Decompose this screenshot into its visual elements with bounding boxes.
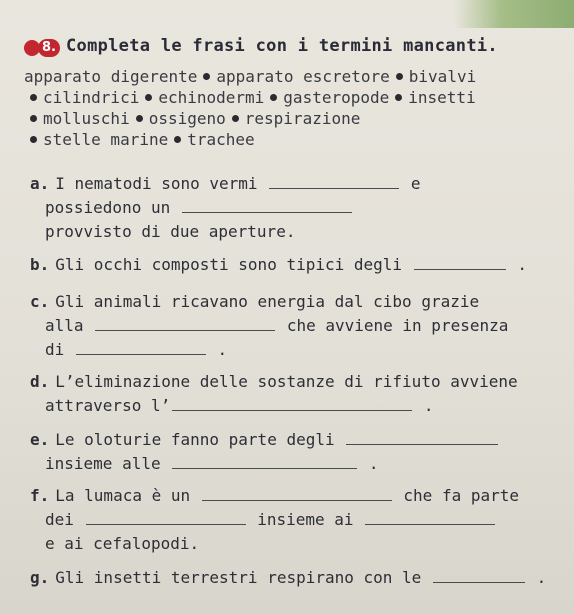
word-bank-row-3	[24, 108, 554, 129]
sentence-text: provvisto di due aperture.	[45, 222, 296, 241]
word-item: apparato digerente	[24, 67, 198, 86]
sentence-text: Gli animali ricavano energia dal cibo grazie	[55, 292, 480, 311]
bullet	[30, 94, 37, 101]
sentence-text: .	[517, 255, 527, 274]
sentence-g	[30, 566, 550, 590]
bullet	[232, 115, 239, 122]
word-item: echinodermi	[158, 88, 265, 107]
sentence-text: L’eliminazione delle sostanze di rifiuto avviene	[55, 372, 518, 391]
word-item: ossigeno	[148, 109, 226, 128]
bullet	[396, 73, 403, 80]
word-item: gasteropode	[283, 88, 390, 107]
sentence-b	[30, 253, 550, 277]
sentence-d	[30, 370, 550, 418]
sentence-text: Gli occhi composti sono tipici degli	[55, 255, 403, 274]
sentence-text: .	[368, 454, 379, 473]
word-bank-row-2	[24, 87, 554, 108]
word-item: apparato escretore	[216, 67, 390, 86]
sentence-letter: c.	[30, 292, 50, 311]
bullet	[30, 136, 37, 143]
answer-blank[interactable]	[182, 198, 352, 213]
sentence-text: I nematodi sono vermi	[55, 174, 258, 193]
answer-blank[interactable]	[269, 174, 399, 189]
answer-blank[interactable]	[76, 340, 206, 355]
sentence-text: Gli insetti terrestri respirano con le	[55, 568, 422, 587]
sentence-text: possiedono un	[45, 198, 171, 217]
word-bank-row-1	[24, 66, 554, 87]
exercise-title: Completa le frasi con i termini mancanti.	[66, 36, 498, 56]
word-item: molluschi	[43, 109, 130, 128]
bullet	[30, 115, 37, 122]
sentence-text: .	[217, 340, 228, 359]
sentence-text: .	[423, 396, 434, 415]
word-item: respirazione	[244, 109, 361, 128]
sentence-text: di	[45, 340, 65, 359]
sentence-a	[30, 172, 550, 244]
sentence-text: insieme alle	[45, 454, 161, 473]
bullet	[136, 115, 143, 122]
sentence-letter: g.	[30, 568, 50, 587]
sentence-text: alla	[45, 316, 84, 335]
sentence-text: e	[410, 174, 421, 193]
sentence-text: dei	[45, 510, 74, 529]
answer-blank[interactable]	[414, 255, 506, 270]
answer-blank[interactable]	[365, 510, 495, 525]
sentence-text: che fa parte	[403, 486, 519, 505]
sentence-text: La lumaca è un	[55, 486, 191, 505]
sentence-letter: e.	[30, 430, 50, 449]
bullet	[270, 94, 277, 101]
sentence-text: e ai cefalopodi.	[45, 534, 200, 553]
answer-blank[interactable]	[172, 454, 357, 469]
sentence-c	[30, 290, 550, 362]
bullet	[174, 136, 181, 143]
sentence-letter: f.	[30, 486, 50, 505]
answer-blank[interactable]	[86, 510, 246, 525]
answer-blank[interactable]	[202, 486, 392, 501]
answer-blank[interactable]	[433, 568, 525, 583]
sentence-text: .	[536, 568, 547, 587]
sentence-letter: b.	[30, 255, 50, 274]
word-item: cilindrici	[43, 88, 140, 107]
answer-blank[interactable]	[346, 430, 498, 445]
bullet	[395, 94, 402, 101]
bullet	[203, 73, 210, 80]
exercise-number-badge	[24, 38, 60, 60]
sentence-e	[30, 428, 550, 476]
bullet	[145, 94, 152, 101]
word-item: trachee	[187, 130, 255, 149]
sentence-text: attraverso l’	[45, 396, 171, 415]
sentence-f	[30, 484, 550, 556]
sentence-letter: a.	[30, 174, 50, 193]
page-corner-decoration	[454, 0, 574, 28]
sentence-text: insieme ai	[257, 510, 354, 529]
word-bank-row-4	[24, 129, 554, 150]
word-item: insetti	[408, 88, 476, 107]
word-bank	[24, 66, 554, 150]
sentence-text: che avviene in presenza	[286, 316, 509, 335]
sentence-letter: d.	[30, 372, 50, 391]
exercise-number: 8.	[38, 39, 60, 57]
word-item: stelle marine	[43, 130, 169, 149]
sentence-text: Le oloturie fanno parte degli	[55, 430, 335, 449]
answer-blank[interactable]	[172, 396, 412, 411]
answer-blank[interactable]	[95, 316, 275, 331]
word-item: bivalvi	[408, 67, 477, 86]
